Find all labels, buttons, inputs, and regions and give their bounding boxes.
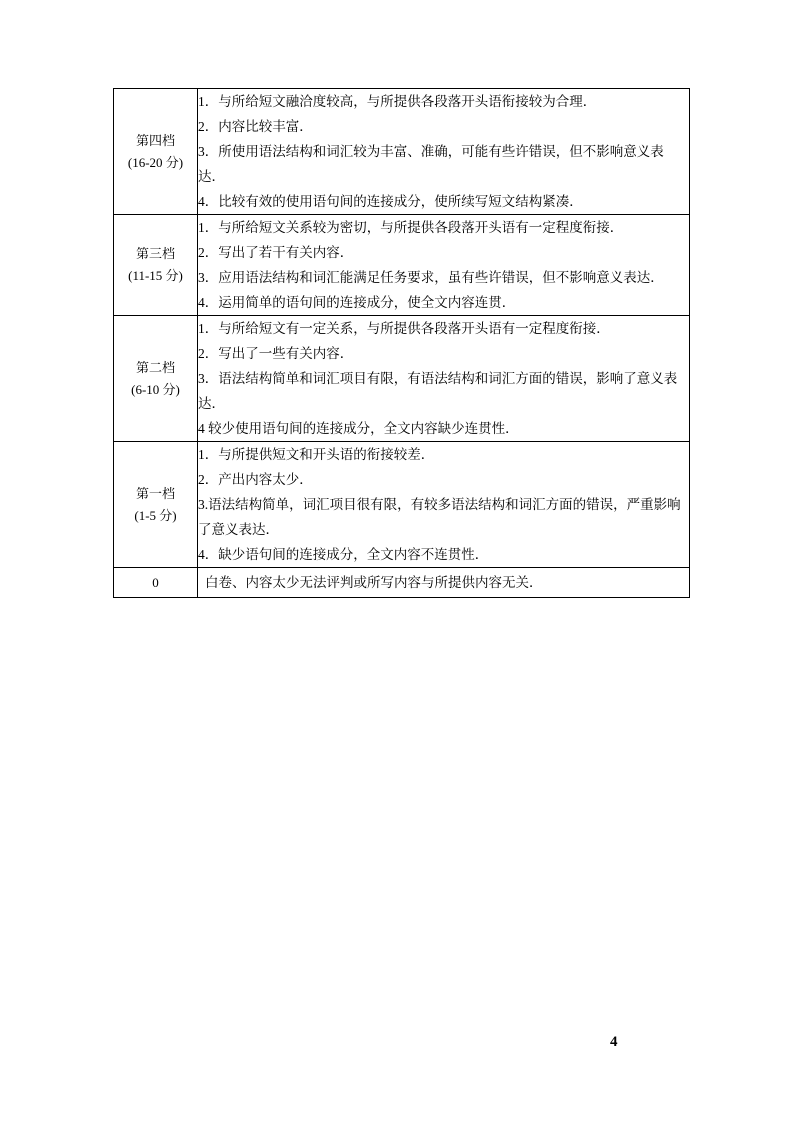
- criteria-cell: [198, 568, 690, 598]
- level-name: 第一档: [135, 485, 175, 501]
- table-row: [114, 442, 690, 568]
- criteria-cell: [198, 215, 690, 316]
- criteria-line: 白卷、内容太少无法评判或所写内容与所提供内容无关．: [205, 575, 543, 590]
- criteria-line: 3.语法结构简单，词汇项目很有限，有较多语法结构和词汇方面的错误，严重影响了意义表达．: [198, 497, 681, 537]
- level-range: (16-20 分): [127, 154, 184, 170]
- criteria-line: 4．缺少语句间的连接成分，全文内容不连贯性．: [198, 547, 489, 562]
- criteria-line: 3．所使用语法结构和词汇较为丰富、准确，可能有些许错误，但不影响意义表达．: [198, 144, 664, 184]
- criteria-line: 4．运用简单的语句间的连接成分，使全文内容连贯．: [198, 295, 516, 310]
- level-name: 0: [152, 574, 159, 590]
- criteria-cell: [198, 442, 690, 568]
- criteria-line: 2．写出了若干有关内容．: [198, 245, 354, 260]
- page-number: 4: [610, 1034, 618, 1050]
- table-row: [114, 316, 690, 442]
- criteria-line: 1．与所给短文融洽度较高，与所提供各段落开头语衔接较为合理．: [198, 94, 597, 109]
- scoring-rubric-table: [113, 88, 690, 598]
- criteria-cell: [198, 89, 690, 215]
- level-name: 第四档: [135, 132, 175, 148]
- criteria-line: 4．比较有效的使用语句间的连接成分，使所续写短文结构紧凑．: [198, 194, 583, 209]
- table-row: [114, 568, 690, 598]
- table-row: [114, 89, 690, 215]
- criteria-line: 1．与所给短文关系较为密切，与所提供各段落开头语有一定程度衔接．: [198, 220, 624, 235]
- criteria-cell: [198, 316, 690, 442]
- criteria-line: 3．语法结构简单和词汇项目有限，有语法结构和词汇方面的错误，影响了意义表达．: [198, 371, 678, 411]
- level-range: (1-5 分): [134, 507, 177, 523]
- level-cell: [114, 316, 198, 442]
- criteria-line: 2．内容比较丰富．: [198, 119, 313, 134]
- level-name: 第二档: [135, 359, 175, 375]
- level-cell: [114, 442, 198, 568]
- level-cell: [114, 568, 198, 598]
- table-row: [114, 215, 690, 316]
- level-range: (11-15 分): [128, 268, 183, 283]
- criteria-line: 4 较少使用语句间的连接成分，全文内容缺少连贯性．: [198, 421, 519, 436]
- level-name: 第三档: [135, 246, 175, 261]
- criteria-line: 2．写出了一些有关内容．: [198, 346, 354, 361]
- criteria-line: 3．应用语法结构和词汇能满足任务要求，虽有些许错误，但不影响意义表达．: [198, 270, 664, 285]
- criteria-line: 1．与所提供短文和开头语的衔接较差．: [198, 447, 435, 462]
- criteria-line: 1．与所给短文有一定关系，与所提供各段落开头语有一定程度衔接．: [198, 321, 610, 336]
- level-range: (6-10 分): [131, 381, 180, 397]
- criteria-line: 2．产出内容太少．: [198, 472, 313, 487]
- level-cell: [114, 215, 198, 316]
- level-cell: [114, 89, 198, 215]
